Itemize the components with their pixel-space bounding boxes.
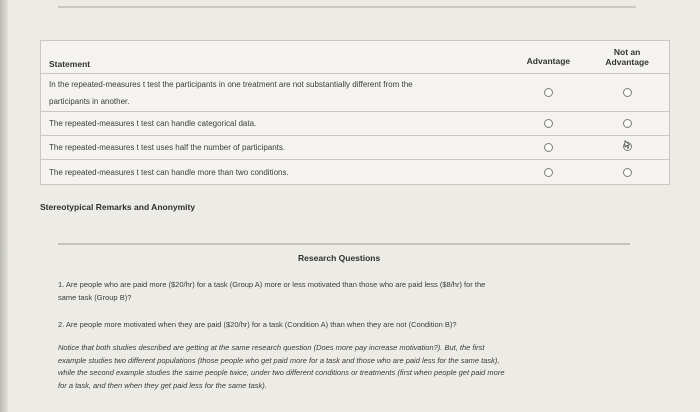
explanation-note [58, 342, 633, 392]
advantage-cell [512, 112, 586, 135]
header-not-advantage-line1: Not an [613, 47, 641, 57]
note-line3: while the second example studies the same people twice, under two different conditions or treatments (first when people get paid more [58, 368, 505, 377]
statement-text: The repeated-measures t test uses half the number of participants. [49, 143, 286, 152]
not-advantage-cell [585, 136, 669, 159]
radio-button-icon[interactable] [623, 88, 632, 97]
research-question-2: 2. Are people more motivated when they are paid ($20/hr) for a task (Condition A) than when they are not (Condition B)? [58, 320, 457, 329]
top-divider [58, 6, 636, 8]
not-advantage-cell [585, 160, 669, 184]
screen-edge [0, 0, 8, 412]
note-line2: example studies two different populations (those people who get paid more for a task and those who are paid less for the same task), [58, 355, 500, 365]
statement-line1: In the repeated-measures t test the participants in one treatment are not substantially different from the [49, 79, 413, 89]
advantage-cell [512, 74, 586, 111]
header-statement: Statement [49, 59, 91, 69]
table-row [41, 160, 669, 184]
table-header [41, 41, 669, 74]
radio-with-cursor [623, 142, 632, 153]
question-table [40, 40, 670, 185]
section-title: Stereotypical Remarks and Anonymity [40, 202, 196, 212]
radio-button-icon[interactable] [623, 119, 632, 128]
table-row [41, 74, 669, 112]
statement-text [41, 74, 512, 111]
research-questions-heading: Research Questions [298, 253, 381, 263]
not-advantage-cell [585, 74, 669, 111]
note-line4: for a task, and then when they get paid less for the same task). [58, 380, 267, 390]
table-row [41, 136, 669, 160]
mouse-cursor-icon [623, 140, 632, 149]
statement-text: The repeated-measures t test can handle more than two conditions. [49, 167, 289, 177]
table-row [41, 112, 669, 136]
radio-button-icon[interactable] [544, 143, 553, 152]
advantage-cell [512, 160, 586, 184]
not-advantage-cell [585, 112, 669, 135]
research-question-1 [58, 278, 618, 304]
note-line1: Notice that both studies described are getting at the same research question (Does more pay increase motivation?). But, the first [58, 343, 485, 352]
q1-line1: 1. Are people who are paid more ($20/hr) for a task (Group A) more or less motivated than those who are paid less ($8/hr) for the [58, 280, 486, 289]
header-not-advantage-line2: Advantage [605, 57, 649, 67]
radio-button-icon[interactable] [623, 168, 632, 177]
radio-button-icon[interactable] [544, 119, 553, 128]
statement-text: The repeated-measures t test can handle categorical data. [49, 119, 257, 128]
statement-line2: participants in another. [49, 96, 130, 106]
section-divider [58, 243, 630, 245]
advantage-cell [512, 136, 586, 159]
radio-button-icon[interactable] [544, 88, 553, 97]
header-advantage: Advantage [526, 56, 571, 66]
q1-line2: same task (Group B)? [58, 293, 132, 302]
radio-button-icon[interactable] [544, 168, 553, 177]
header-not-advantage [585, 41, 669, 73]
